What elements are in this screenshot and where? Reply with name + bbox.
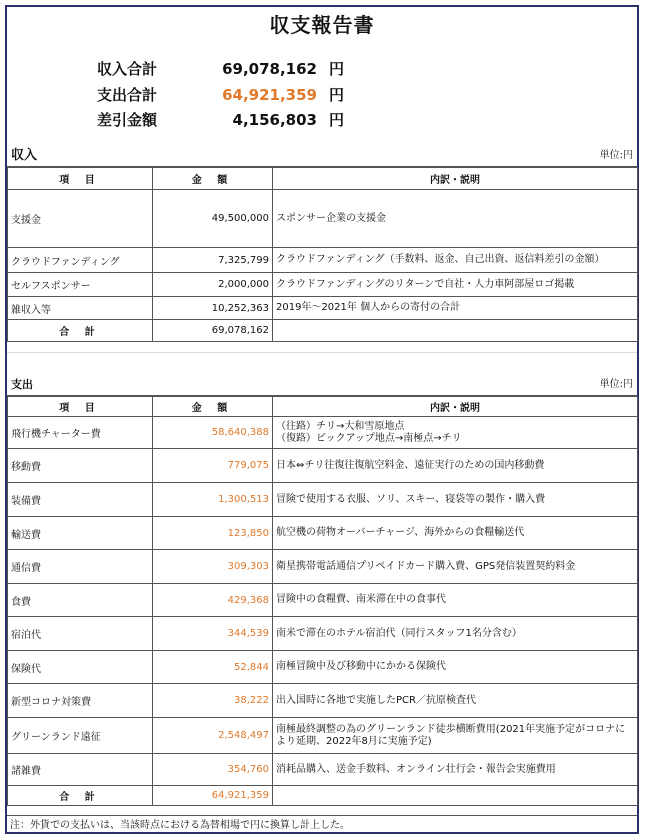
row-desc: 冒険中の食糧費、南米滞在中の食事代: [273, 584, 638, 617]
column-header-amount: 金 額: [153, 168, 273, 190]
row-desc: 衛星携帯電話通信プリペイドカード購入費、GPS発信装置契約料金: [273, 550, 638, 584]
row-item: 新型コロナ対策費: [8, 684, 153, 718]
row-desc: 消耗品購入、送金手数料、オンライン壮行会・報告会実施費用: [273, 754, 638, 786]
table-row: [8, 273, 638, 297]
column-header-item: 項 目: [8, 397, 153, 417]
table-row: [8, 517, 638, 550]
row-item: 通信費: [8, 550, 153, 584]
summary-expense: [7, 83, 637, 107]
summary-unit: 円: [329, 60, 345, 78]
summary-unit: 円: [329, 86, 345, 104]
row-desc: （往路）チリ→大和雪原地点 （復路）ピックアップ地点→南極点→チリ: [273, 417, 638, 449]
summary-value: 4,156,803: [232, 111, 317, 129]
footnote: 注：外貨での支払いは、当該時点における為替相場で円に換算し計上した。: [7, 815, 637, 834]
total-amount: 69,078,162: [153, 320, 273, 342]
row-item: 移動費: [8, 449, 153, 483]
row-amount: 52,844: [153, 651, 273, 684]
expense-section-header: [7, 374, 637, 396]
row-amount: 10,252,363: [153, 297, 273, 320]
row-desc: 日本⇔チリ往復往復航空料金、遠征実行のための国内移動費: [273, 449, 638, 483]
row-amount: 2,000,000: [153, 273, 273, 297]
expense-table: [7, 396, 638, 806]
total-amount: 64,921,359: [153, 786, 273, 806]
row-desc: 南極最終調整の為のグリーンランド徒歩横断費用(2021年実施予定がコロナにより延期、2022年8月に実施予定): [273, 718, 638, 754]
row-desc: 2019年～2021年 個人からの寄付の合計: [273, 297, 638, 320]
row-desc: クラウドファンディングのリターンで自社・人力車阿部屋ロゴ掲載: [273, 273, 638, 297]
row-desc: 出入国時に各地で実施したPCR／抗原検査代: [273, 684, 638, 718]
summary-label: 収入合計: [96, 60, 157, 78]
row-item: 諸雑費: [8, 754, 153, 786]
column-header-item: 項 目: [8, 168, 153, 190]
table-row: [8, 718, 638, 754]
row-amount: 779,075: [153, 449, 273, 483]
row-desc: 航空機の荷物オーバーチャージ、海外からの食糧輸送代: [273, 517, 638, 550]
total-label: 合 計: [8, 786, 153, 806]
summary-value: 64,921,359: [222, 86, 317, 104]
summary-income: [7, 57, 637, 81]
table-row: [8, 617, 638, 651]
row-item: 装備費: [8, 483, 153, 517]
row-amount: 429,368: [153, 584, 273, 617]
expense-section-title: 支出: [11, 378, 33, 391]
row-amount: 123,850: [153, 517, 273, 550]
row-desc: スポンサー企業の支援金: [273, 190, 638, 248]
total-label: 合 計: [8, 320, 153, 342]
row-amount: 7,325,799: [153, 248, 273, 273]
table-row: [8, 449, 638, 483]
row-item: 保険代: [8, 651, 153, 684]
expense-total-row: [8, 786, 638, 806]
income-section-title: 収入: [11, 148, 38, 163]
income-unit-note: 単位:円: [599, 150, 633, 161]
table-row: [8, 417, 638, 449]
income-total-row: [8, 320, 638, 342]
row-amount: 49,500,000: [153, 190, 273, 248]
table-row: [8, 297, 638, 320]
column-header-amount: 金 額: [153, 397, 273, 417]
row-item: 輸送費: [8, 517, 153, 550]
row-item: グリーンランド遠征: [8, 718, 153, 754]
report-title: 収支報告書: [269, 13, 375, 37]
row-desc: クラウドファンディング（手数料、返金、自己出資、返信料差引の金額）: [273, 248, 638, 273]
row-desc: 南米で滞在のホテル宿泊代（同行スタッフ1名分含む）: [273, 617, 638, 651]
row-item: 飛行機チャーター費: [8, 417, 153, 449]
table-row: [8, 684, 638, 718]
row-item: 支援金: [8, 190, 153, 248]
row-amount: 58,640,388: [153, 417, 273, 449]
table-row: [8, 248, 638, 273]
row-item: クラウドファンディング: [8, 248, 153, 273]
table-row: [8, 550, 638, 584]
row-item: 宿泊代: [8, 617, 153, 651]
row-amount: 2,548,497: [153, 718, 273, 754]
table-row: [8, 584, 638, 617]
row-item: セルフスポンサー: [8, 273, 153, 297]
row-amount: 344,539: [153, 617, 273, 651]
row-item: 雑収入等: [8, 297, 153, 320]
row-amount: 1,300,513: [153, 483, 273, 517]
table-row: [8, 754, 638, 786]
row-desc: 冒険で使用する衣服、ソリ、スキー、寝袋等の製作・購入費: [273, 483, 638, 517]
column-header-desc: 内訳・説明: [273, 168, 638, 190]
table-row: [8, 483, 638, 517]
summary-balance: [7, 108, 637, 132]
row-amount: 309,303: [153, 550, 273, 584]
summary-value: 69,078,162: [222, 60, 317, 78]
row-desc: 南極冒険中及び移動中にかかる保険代: [273, 651, 638, 684]
summary-label: 支出合計: [96, 86, 157, 104]
summary-label: 差引金額: [96, 111, 157, 129]
income-table: [7, 167, 638, 342]
report-sheet: [5, 5, 639, 834]
expense-unit-note: 単位:円: [599, 379, 633, 390]
table-row: [8, 651, 638, 684]
row-item: 食費: [8, 584, 153, 617]
row-amount: 38,222: [153, 684, 273, 718]
row-amount: 354,760: [153, 754, 273, 786]
table-row: [8, 190, 638, 248]
divider: [7, 352, 637, 353]
summary-unit: 円: [329, 111, 345, 129]
column-header-desc: 内訳・説明: [273, 397, 638, 417]
income-section-header: [7, 145, 637, 167]
